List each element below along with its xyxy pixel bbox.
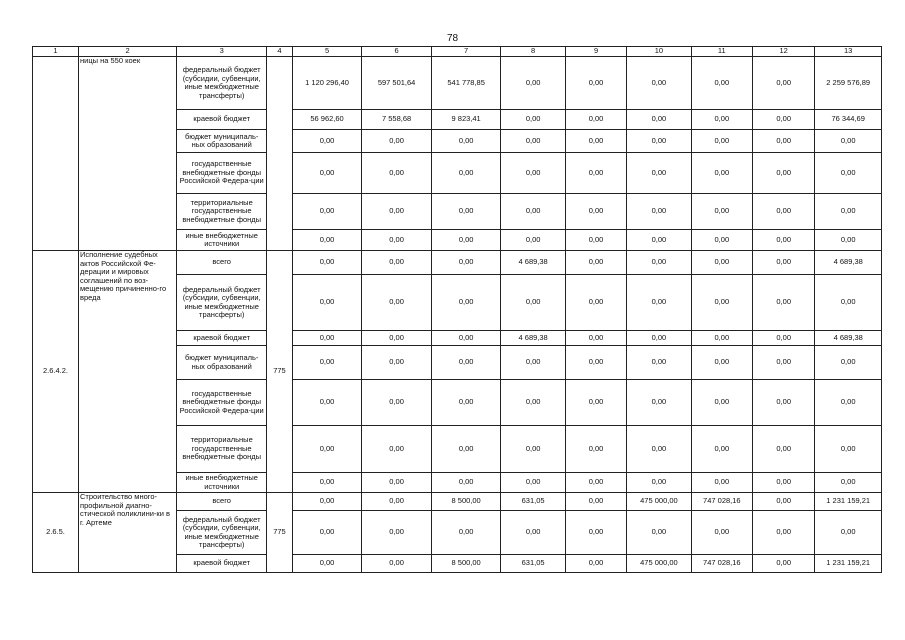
value-cell: 0,00 <box>565 331 626 346</box>
value-cell: 541 778,85 <box>431 57 501 110</box>
value-cell: 0,00 <box>565 251 626 275</box>
value-cell: 1 231 159,21 <box>815 493 882 511</box>
header-col-4: 4 <box>267 47 293 57</box>
value-cell: 0,00 <box>292 275 362 331</box>
value-cell: 0,00 <box>501 275 565 331</box>
value-cell: 597 501,64 <box>362 57 432 110</box>
value-cell: 0,00 <box>691 130 752 153</box>
value-cell: 0,00 <box>691 110 752 130</box>
header-col-8: 8 <box>501 47 565 57</box>
value-cell: 0,00 <box>627 346 691 380</box>
value-cell: 0,00 <box>691 331 752 346</box>
value-cell: 0,00 <box>501 57 565 110</box>
value-cell: 0,00 <box>753 153 815 194</box>
header-col-13: 13 <box>815 47 882 57</box>
funding-source: территориальные государственные внебюджетные фонды <box>177 426 267 473</box>
funding-source: всего <box>177 493 267 511</box>
value-cell: 0,00 <box>362 331 432 346</box>
table-row <box>33 493 882 511</box>
value-cell: 0,00 <box>431 511 501 555</box>
value-cell: 0,00 <box>431 153 501 194</box>
value-cell: 0,00 <box>501 194 565 230</box>
value-cell: 0,00 <box>431 194 501 230</box>
value-cell: 0,00 <box>753 380 815 426</box>
header-col-5: 5 <box>292 47 362 57</box>
value-cell: 0,00 <box>431 473 501 493</box>
value-cell: 1 231 159,21 <box>815 555 882 573</box>
value-cell: 747 028,16 <box>691 555 752 573</box>
value-cell: 0,00 <box>627 331 691 346</box>
header-col-12: 12 <box>753 47 815 57</box>
value-cell: 0,00 <box>362 380 432 426</box>
value-cell: 0,00 <box>691 473 752 493</box>
value-cell: 7 558,68 <box>362 110 432 130</box>
value-cell: 0,00 <box>753 230 815 251</box>
value-cell: 0,00 <box>691 426 752 473</box>
value-cell: 0,00 <box>815 153 882 194</box>
value-cell: 0,00 <box>501 346 565 380</box>
value-cell: 4 689,38 <box>501 251 565 275</box>
value-cell: 0,00 <box>362 511 432 555</box>
value-cell: 76 344,69 <box>815 110 882 130</box>
funding-source: краевой бюджет <box>177 110 267 130</box>
item-code <box>33 57 79 251</box>
value-cell: 0,00 <box>753 194 815 230</box>
value-cell: 0,00 <box>627 251 691 275</box>
value-cell: 0,00 <box>565 57 626 110</box>
value-cell: 0,00 <box>362 346 432 380</box>
value-cell: 0,00 <box>362 130 432 153</box>
funding-source: государственные внебюджетные фонды Российской Федера-ции <box>177 153 267 194</box>
item-name: Исполнение судебных актов Российской Фе-дерации и мировых соглашений по воз-мещению причиненно-го вреда <box>79 251 177 493</box>
value-cell: 2 259 576,89 <box>815 57 882 110</box>
value-cell: 0,00 <box>753 57 815 110</box>
value-cell: 0,00 <box>565 153 626 194</box>
value-cell: 0,00 <box>362 426 432 473</box>
value-cell: 0,00 <box>691 194 752 230</box>
value-cell: 0,00 <box>501 153 565 194</box>
value-cell: 0,00 <box>292 426 362 473</box>
table-row <box>33 251 882 275</box>
value-cell: 0,00 <box>627 230 691 251</box>
budget-table <box>32 46 882 573</box>
grbs-code <box>267 57 293 251</box>
value-cell: 0,00 <box>292 555 362 573</box>
value-cell: 0,00 <box>753 555 815 573</box>
value-cell: 0,00 <box>292 473 362 493</box>
funding-source: государственные внебюджетные фонды Российской Федера-ции <box>177 380 267 426</box>
value-cell: 0,00 <box>627 130 691 153</box>
value-cell: 0,00 <box>362 493 432 511</box>
value-cell: 0,00 <box>362 153 432 194</box>
header-col-10: 10 <box>627 47 691 57</box>
item-name: Строительство много-профильной диагно-стической поликлини-ки в г. Артеме <box>79 493 177 573</box>
value-cell: 475 000,00 <box>627 555 691 573</box>
value-cell: 0,00 <box>753 130 815 153</box>
value-cell: 0,00 <box>565 380 626 426</box>
value-cell: 0,00 <box>815 130 882 153</box>
funding-source: иные внебюджетные источники <box>177 230 267 251</box>
value-cell: 0,00 <box>691 380 752 426</box>
value-cell: 0,00 <box>627 194 691 230</box>
value-cell: 0,00 <box>362 194 432 230</box>
header-col-11: 11 <box>691 47 752 57</box>
value-cell: 0,00 <box>362 275 432 331</box>
value-cell: 0,00 <box>501 130 565 153</box>
value-cell: 0,00 <box>431 426 501 473</box>
item-code: 2.6.4.2. <box>33 251 79 493</box>
value-cell: 0,00 <box>501 473 565 493</box>
value-cell: 0,00 <box>565 194 626 230</box>
value-cell: 0,00 <box>627 57 691 110</box>
funding-source: федеральный бюджет (субсидии, субвенции, иные межбюджетные трансферты) <box>177 275 267 331</box>
value-cell: 0,00 <box>501 426 565 473</box>
value-cell: 0,00 <box>565 346 626 380</box>
value-cell: 0,00 <box>627 153 691 194</box>
value-cell: 0,00 <box>753 511 815 555</box>
value-cell: 0,00 <box>691 251 752 275</box>
value-cell: 0,00 <box>431 130 501 153</box>
header-col-3: 3 <box>177 47 267 57</box>
value-cell: 4 689,38 <box>501 331 565 346</box>
value-cell: 0,00 <box>292 130 362 153</box>
funding-source: иные внебюджетные источники <box>177 473 267 493</box>
header-col-9: 9 <box>565 47 626 57</box>
value-cell: 0,00 <box>292 346 362 380</box>
value-cell: 0,00 <box>753 493 815 511</box>
table-row <box>33 57 882 110</box>
item-name: ницы на 550 коек <box>79 57 177 251</box>
value-cell: 0,00 <box>431 380 501 426</box>
value-cell: 4 689,38 <box>815 251 882 275</box>
funding-source: всего <box>177 251 267 275</box>
funding-source: бюджет муниципаль-ных образований <box>177 130 267 153</box>
value-cell: 0,00 <box>565 493 626 511</box>
value-cell: 0,00 <box>627 511 691 555</box>
value-cell: 9 823,41 <box>431 110 501 130</box>
header-col-7: 7 <box>431 47 501 57</box>
value-cell: 8 500,00 <box>431 555 501 573</box>
value-cell: 0,00 <box>627 275 691 331</box>
funding-source: краевой бюджет <box>177 331 267 346</box>
value-cell: 0,00 <box>565 130 626 153</box>
value-cell: 0,00 <box>362 230 432 251</box>
value-cell: 0,00 <box>565 511 626 555</box>
grbs-code: 775 <box>267 493 293 573</box>
value-cell: 0,00 <box>431 251 501 275</box>
value-cell: 0,00 <box>362 251 432 275</box>
value-cell: 0,00 <box>292 331 362 346</box>
header-col-6: 6 <box>362 47 432 57</box>
value-cell: 0,00 <box>753 426 815 473</box>
header-col-1: 1 <box>33 47 79 57</box>
value-cell: 0,00 <box>431 275 501 331</box>
value-cell: 0,00 <box>565 275 626 331</box>
value-cell: 0,00 <box>362 555 432 573</box>
value-cell: 0,00 <box>815 346 882 380</box>
value-cell: 0,00 <box>501 380 565 426</box>
value-cell: 0,00 <box>565 230 626 251</box>
value-cell: 0,00 <box>691 57 752 110</box>
value-cell: 0,00 <box>753 275 815 331</box>
value-cell: 0,00 <box>292 194 362 230</box>
value-cell: 0,00 <box>815 275 882 331</box>
funding-source: федеральный бюджет (субсидии, субвенции, иные межбюджетные трансферты) <box>177 511 267 555</box>
value-cell: 0,00 <box>565 110 626 130</box>
value-cell: 1 120 296,40 <box>292 57 362 110</box>
value-cell: 0,00 <box>292 251 362 275</box>
page-number: 78 <box>446 33 459 44</box>
value-cell: 0,00 <box>815 194 882 230</box>
value-cell: 631,05 <box>501 555 565 573</box>
funding-source: федеральный бюджет (субсидии, субвенции, иные межбюджетные трансферты) <box>177 57 267 110</box>
value-cell: 0,00 <box>292 230 362 251</box>
value-cell: 0,00 <box>292 153 362 194</box>
header-row <box>33 47 882 57</box>
value-cell: 0,00 <box>565 555 626 573</box>
value-cell: 0,00 <box>565 426 626 473</box>
value-cell: 0,00 <box>292 380 362 426</box>
value-cell: 0,00 <box>815 230 882 251</box>
funding-source: краевой бюджет <box>177 555 267 573</box>
value-cell: 0,00 <box>815 426 882 473</box>
value-cell: 0,00 <box>431 346 501 380</box>
item-code: 2.6.5. <box>33 493 79 573</box>
value-cell: 0,00 <box>292 493 362 511</box>
value-cell: 0,00 <box>815 380 882 426</box>
value-cell: 0,00 <box>627 426 691 473</box>
value-cell: 0,00 <box>627 380 691 426</box>
value-cell: 8 500,00 <box>431 493 501 511</box>
value-cell: 0,00 <box>691 153 752 194</box>
value-cell: 0,00 <box>753 346 815 380</box>
value-cell: 747 028,16 <box>691 493 752 511</box>
funding-source: территориальные государственные внебюджетные фонды <box>177 194 267 230</box>
value-cell: 0,00 <box>501 511 565 555</box>
header-col-2: 2 <box>79 47 177 57</box>
value-cell: 631,05 <box>501 493 565 511</box>
value-cell: 56 962,60 <box>292 110 362 130</box>
value-cell: 0,00 <box>627 110 691 130</box>
grbs-code: 775 <box>267 251 293 493</box>
value-cell: 0,00 <box>691 511 752 555</box>
value-cell: 0,00 <box>815 511 882 555</box>
value-cell: 0,00 <box>431 230 501 251</box>
value-cell: 0,00 <box>691 346 752 380</box>
value-cell: 0,00 <box>753 473 815 493</box>
value-cell: 0,00 <box>753 331 815 346</box>
value-cell: 0,00 <box>501 230 565 251</box>
value-cell: 4 689,38 <box>815 331 882 346</box>
value-cell: 0,00 <box>815 473 882 493</box>
value-cell: 0,00 <box>753 251 815 275</box>
value-cell: 0,00 <box>501 110 565 130</box>
value-cell: 475 000,00 <box>627 493 691 511</box>
value-cell: 0,00 <box>627 473 691 493</box>
value-cell: 0,00 <box>565 473 626 493</box>
value-cell: 0,00 <box>753 110 815 130</box>
funding-source: бюджет муниципаль-ных образований <box>177 346 267 380</box>
value-cell: 0,00 <box>691 275 752 331</box>
value-cell: 0,00 <box>431 331 501 346</box>
value-cell: 0,00 <box>691 230 752 251</box>
value-cell: 0,00 <box>292 511 362 555</box>
value-cell: 0,00 <box>362 473 432 493</box>
